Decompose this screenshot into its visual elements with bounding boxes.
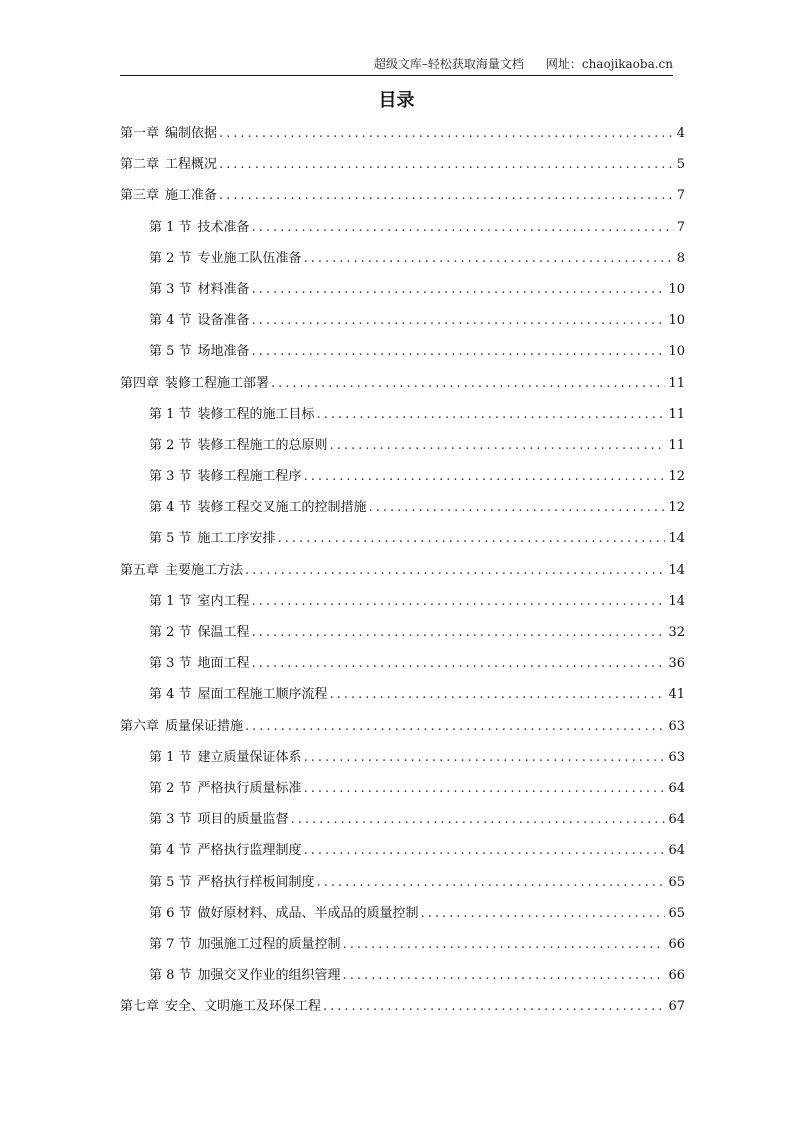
toc-entry-number: 第五章 xyxy=(120,562,160,578)
toc-entry-page: 63 xyxy=(668,749,685,765)
toc-entry-title: 保温工程 xyxy=(197,625,250,640)
toc-entry-number: 第 3 节 xyxy=(149,281,192,297)
toc-section-entry[interactable] xyxy=(120,434,685,465)
dot-leader xyxy=(252,313,666,328)
header-site: 超级文库–轻松获取海量文档 xyxy=(373,57,524,71)
toc-entry-title: 质量保证措施 xyxy=(165,718,244,734)
toc-entry-title: 严格执行质量标准 xyxy=(197,780,302,796)
toc-entry-number: 第三章 xyxy=(120,188,160,204)
dot-leader xyxy=(219,126,674,141)
toc-entry-page: 32 xyxy=(668,625,685,640)
toc-entry-page: 7 xyxy=(676,219,685,235)
toc-entry-number: 第 4 节 xyxy=(149,500,192,516)
dot-leader xyxy=(330,438,666,453)
toc-entry-number: 第四章 xyxy=(120,375,160,391)
toc-section-entry[interactable] xyxy=(120,216,685,247)
toc-entry-title: 施工工序安排 xyxy=(197,531,276,547)
page-header xyxy=(120,55,673,76)
toc-entry-title: 施工准备 xyxy=(165,188,218,204)
toc-entry-title: 装修工程的施工目标 xyxy=(197,406,315,422)
dot-leader xyxy=(245,719,665,734)
page-title: 目录 xyxy=(378,90,415,111)
toc-section-entry[interactable] xyxy=(120,309,685,340)
toc-entry-title: 装修工程施工部署 xyxy=(165,375,270,391)
toc-entry-number: 第 5 节 xyxy=(149,344,192,360)
toc-entry-title: 安全、文明施工及环保工程 xyxy=(165,999,322,1015)
toc-entry-page: 11 xyxy=(668,406,685,422)
toc-entry-number: 第 6 节 xyxy=(149,905,192,921)
dot-leader xyxy=(304,251,674,266)
toc-entry-number: 第 5 节 xyxy=(149,531,192,547)
toc-entry-title: 严格执行样板间制度 xyxy=(197,874,315,890)
toc-entry-page: 66 xyxy=(668,936,685,952)
toc-section-entry[interactable] xyxy=(120,621,685,652)
toc-entry-number: 第 4 节 xyxy=(149,687,192,703)
toc-entry-number: 第 3 节 xyxy=(149,469,192,485)
toc-section-entry[interactable] xyxy=(120,746,685,777)
toc-entry-number: 第 4 节 xyxy=(149,843,192,859)
toc-entry-page: 10 xyxy=(668,313,685,329)
toc-entry-title: 室内工程 xyxy=(197,593,250,609)
dot-leader xyxy=(252,344,666,359)
toc-section-entry[interactable] xyxy=(120,465,685,496)
toc-section-entry[interactable] xyxy=(120,652,685,683)
toc-section-entry[interactable] xyxy=(120,902,685,933)
toc-entry-number: 第 4 节 xyxy=(149,313,192,329)
dot-leader xyxy=(271,376,665,391)
dot-leader xyxy=(219,157,674,172)
dot-leader xyxy=(252,625,666,640)
toc-entry-title: 做好原材料、成品、半成品的质量控制 xyxy=(197,905,419,921)
table-of-contents xyxy=(120,122,685,1026)
toc-entry-page: 11 xyxy=(668,375,685,391)
toc-entry-page: 8 xyxy=(676,250,685,266)
toc-entry-number: 第 2 节 xyxy=(149,250,192,266)
dot-leader xyxy=(252,282,666,297)
toc-entry-number: 第 2 节 xyxy=(149,437,192,453)
dot-leader xyxy=(343,968,666,983)
toc-chapter-entry[interactable] xyxy=(120,372,685,403)
toc-section-entry[interactable] xyxy=(120,247,685,278)
dot-leader xyxy=(304,781,666,796)
toc-chapter-entry[interactable] xyxy=(120,122,685,153)
dot-leader xyxy=(252,220,674,235)
toc-entry-number: 第六章 xyxy=(120,718,160,734)
toc-entry-title: 材料准备 xyxy=(197,281,250,297)
toc-chapter-entry[interactable] xyxy=(120,715,685,746)
toc-section-entry[interactable] xyxy=(120,964,685,995)
toc-entry-title: 地面工程 xyxy=(197,656,250,672)
toc-section-entry[interactable] xyxy=(120,590,685,621)
toc-entry-page: 64 xyxy=(668,780,685,796)
toc-entry-page: 67 xyxy=(668,999,685,1015)
toc-entry-title: 屋面工程施工顺序流程 xyxy=(197,687,328,703)
toc-entry-number: 第 8 节 xyxy=(149,968,192,984)
dot-leader xyxy=(317,875,666,890)
toc-entry-page: 12 xyxy=(668,500,685,516)
toc-entry-number: 第 2 节 xyxy=(149,780,192,796)
dot-leader xyxy=(278,531,666,546)
dot-leader xyxy=(317,407,666,422)
toc-entry-title: 加强交叉作业的组织管理 xyxy=(197,968,341,984)
dot-leader xyxy=(343,937,666,952)
dot-leader xyxy=(323,999,665,1014)
header-url: 网址：chaojikaoba.cn xyxy=(545,57,673,71)
dot-leader xyxy=(291,812,666,827)
toc-entry-number: 第 3 节 xyxy=(149,812,192,828)
toc-entry-title: 工程概况 xyxy=(165,157,218,173)
toc-entry-page: 36 xyxy=(668,656,685,672)
toc-entry-page: 14 xyxy=(668,531,685,547)
dot-leader xyxy=(245,563,665,578)
toc-entry-number: 第 3 节 xyxy=(149,656,192,672)
toc-entry-title: 场地准备 xyxy=(197,344,250,360)
toc-section-entry[interactable] xyxy=(120,278,685,309)
toc-section-entry[interactable] xyxy=(120,340,685,371)
toc-section-entry[interactable] xyxy=(120,683,685,714)
dot-leader xyxy=(369,500,666,515)
toc-entry-number: 第一章 xyxy=(120,126,160,141)
toc-entry-title: 装修工程施工程序 xyxy=(197,469,302,485)
toc-entry-title: 主要施工方法 xyxy=(165,562,244,578)
toc-entry-title: 加强施工过程的质量控制 xyxy=(197,936,341,952)
toc-entry-number: 第 2 节 xyxy=(149,625,192,640)
toc-entry-page: 7 xyxy=(676,188,685,204)
toc-entry-number: 第 1 节 xyxy=(149,219,192,235)
toc-entry-number: 第 1 节 xyxy=(149,749,192,765)
toc-entry-page: 63 xyxy=(668,718,685,734)
toc-entry-title: 严格执行监理制度 xyxy=(197,843,302,859)
dot-leader xyxy=(219,188,674,203)
dot-leader xyxy=(421,906,666,921)
toc-entry-title: 装修工程施工的总原则 xyxy=(197,437,328,453)
toc-chapter-entry[interactable] xyxy=(120,153,685,184)
toc-chapter-entry[interactable] xyxy=(120,559,685,590)
toc-entry-page: 12 xyxy=(668,469,685,485)
toc-entry-number: 第七章 xyxy=(120,999,160,1015)
toc-entry-page: 5 xyxy=(676,157,685,173)
toc-entry-title: 技术准备 xyxy=(197,219,250,235)
toc-section-entry[interactable] xyxy=(120,933,685,964)
toc-section-entry[interactable] xyxy=(120,808,685,839)
toc-entry-page: 65 xyxy=(668,874,685,890)
toc-chapter-entry[interactable] xyxy=(120,995,685,1026)
toc-entry-page: 10 xyxy=(668,281,685,297)
toc-entry-page: 14 xyxy=(668,562,685,578)
toc-entry-number: 第 1 节 xyxy=(149,406,192,422)
dot-leader xyxy=(304,843,666,858)
toc-section-entry[interactable] xyxy=(120,403,685,434)
toc-entry-title: 项目的质量监督 xyxy=(197,812,289,828)
toc-entry-page: 41 xyxy=(668,687,685,703)
dot-leader xyxy=(252,656,666,671)
toc-entry-page: 11 xyxy=(668,437,685,453)
toc-entry-title: 专业施工队伍准备 xyxy=(197,250,302,266)
toc-entry-page: 64 xyxy=(668,843,685,859)
toc-entry-page: 4 xyxy=(676,126,685,141)
dot-leader xyxy=(304,469,666,484)
toc-section-entry[interactable] xyxy=(120,527,685,558)
toc-entry-page: 14 xyxy=(668,593,685,609)
toc-section-entry[interactable] xyxy=(120,871,685,902)
toc-entry-number: 第 5 节 xyxy=(149,874,192,890)
dot-leader xyxy=(252,594,666,609)
toc-entry-page: 65 xyxy=(668,905,685,921)
toc-section-entry[interactable] xyxy=(120,496,685,527)
dot-leader xyxy=(330,687,666,702)
toc-entry-page: 66 xyxy=(668,968,685,984)
toc-entry-title: 编制依据 xyxy=(165,126,218,141)
toc-entry-number: 第 7 节 xyxy=(149,936,192,952)
toc-section-entry[interactable] xyxy=(120,777,685,808)
toc-entry-number: 第 1 节 xyxy=(149,593,192,609)
toc-entry-title: 装修工程交叉施工的控制措施 xyxy=(197,500,367,516)
toc-chapter-entry[interactable] xyxy=(120,184,685,215)
toc-entry-title: 建立质量保证体系 xyxy=(197,749,302,765)
toc-entry-title: 设备准备 xyxy=(197,313,250,329)
toc-entry-page: 10 xyxy=(668,344,685,360)
dot-leader xyxy=(304,750,666,765)
toc-entry-page: 64 xyxy=(668,812,685,828)
toc-entry-number: 第二章 xyxy=(120,157,160,173)
toc-section-entry[interactable] xyxy=(120,839,685,870)
